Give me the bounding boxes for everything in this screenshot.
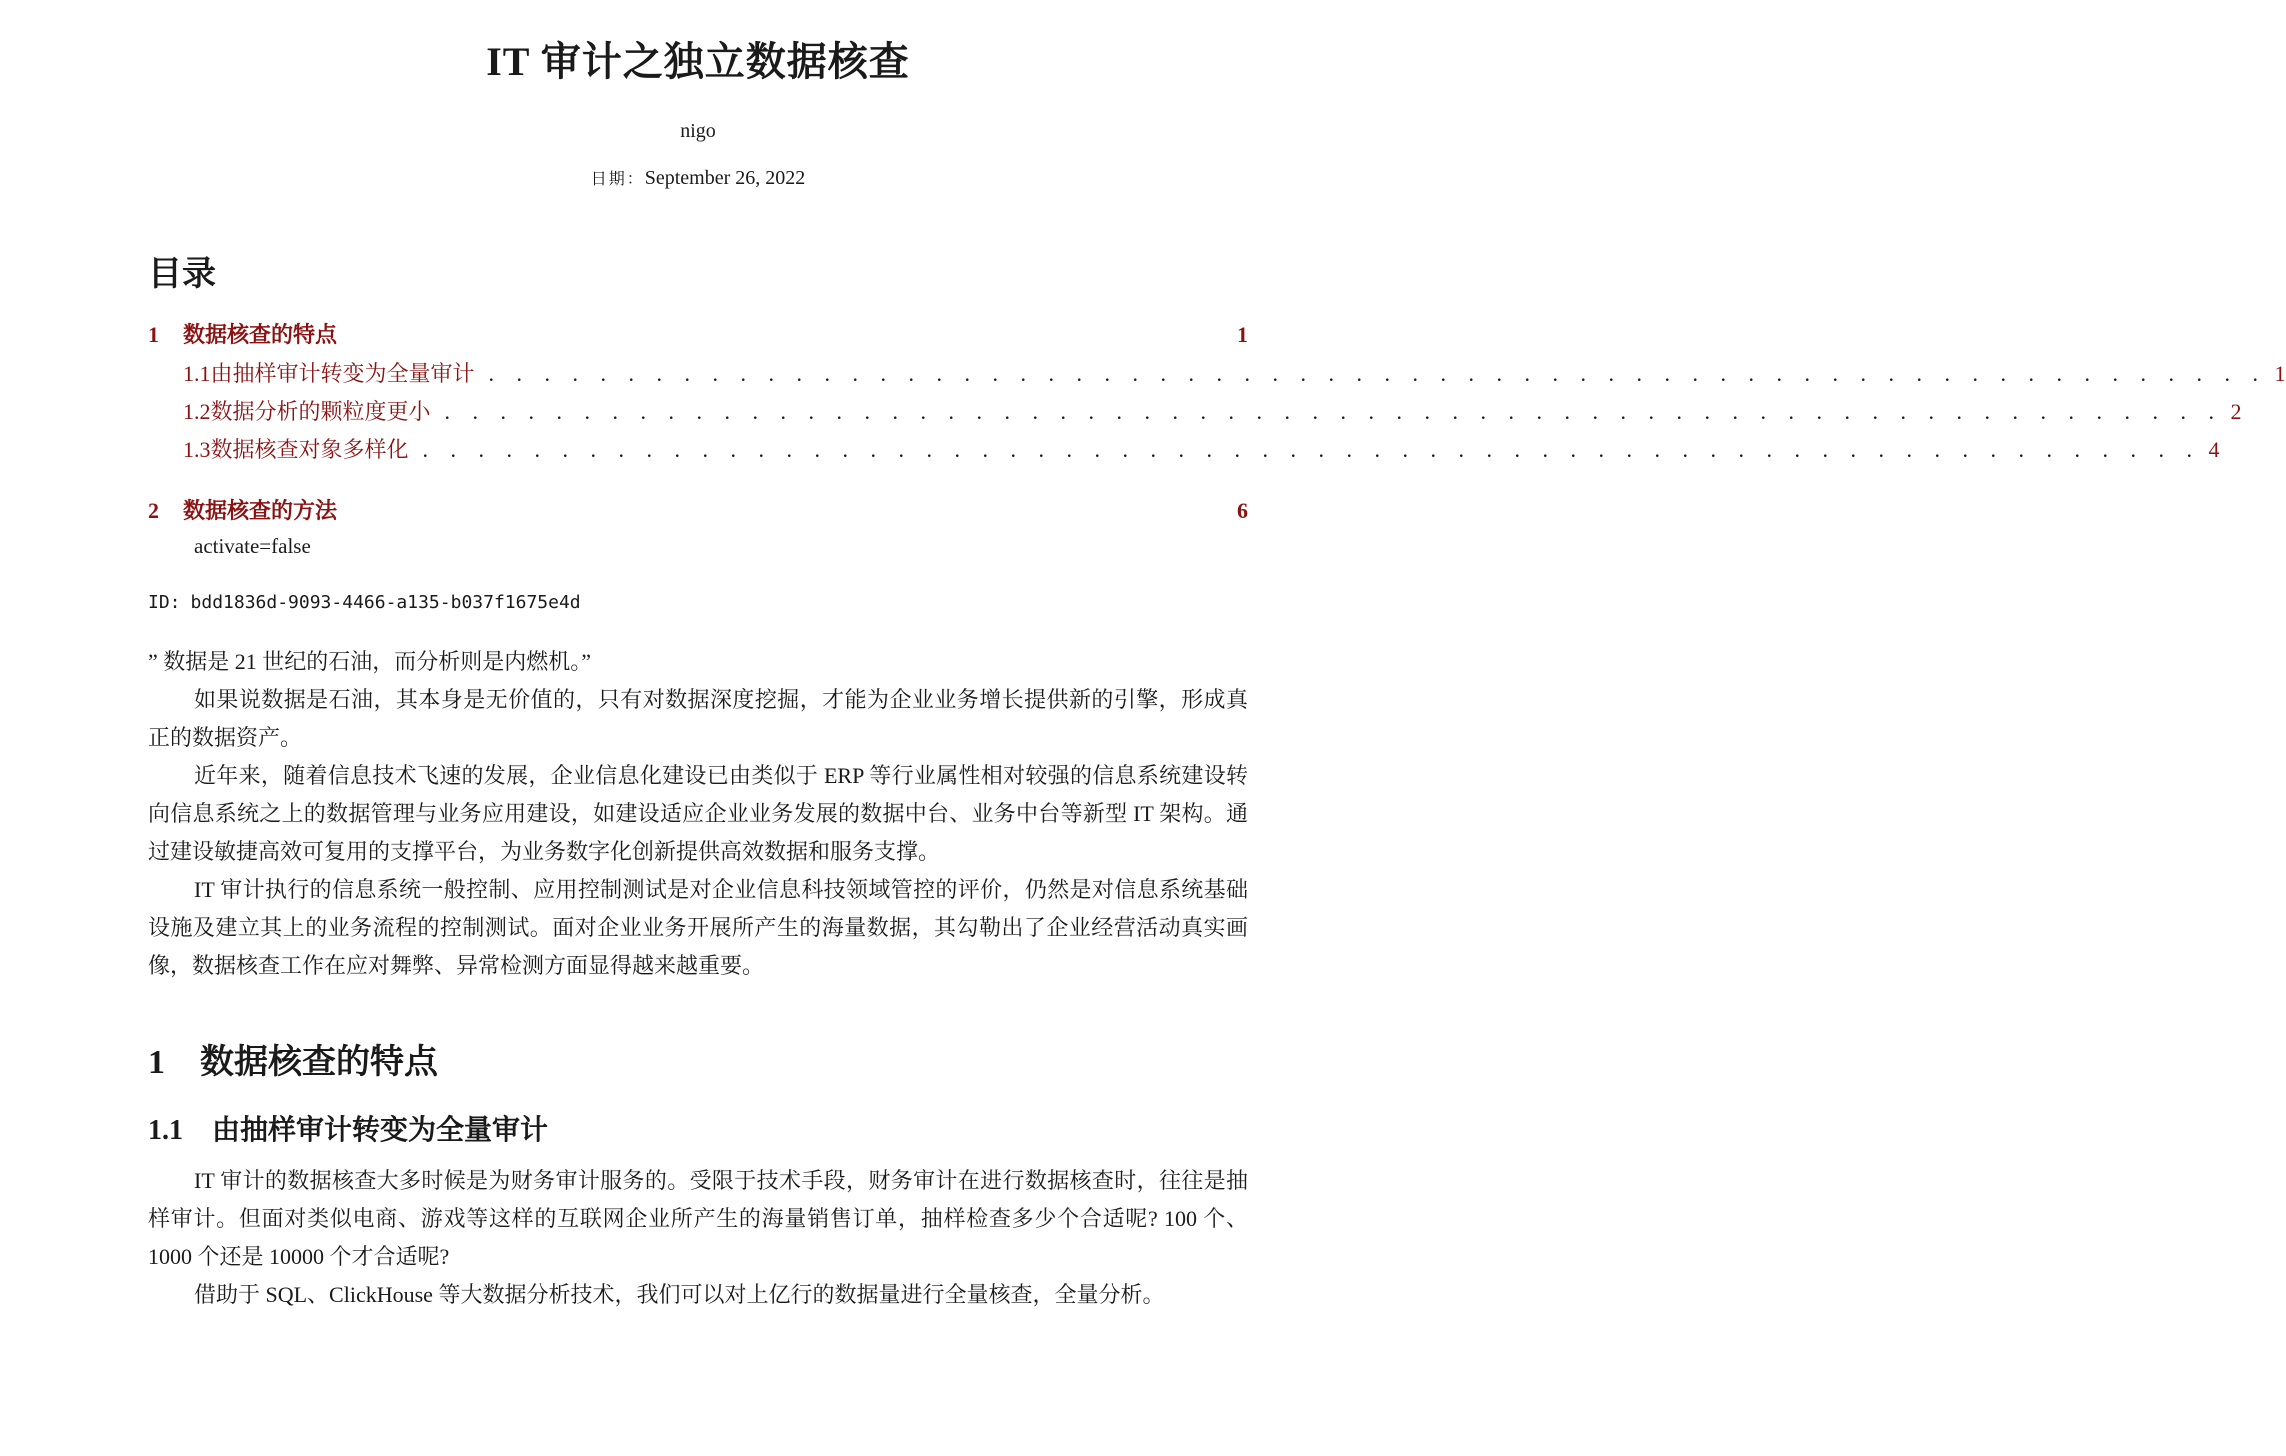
toc-heading: 目录 [148, 256, 216, 293]
toc-entry-1-3[interactable] [183, 433, 2220, 463]
toc-entry-number: 1.2 [183, 399, 211, 424]
toc-entry-label: 数据核查对象多样化 [210, 437, 409, 462]
toc-entry-2[interactable] [148, 494, 1248, 524]
toc-entry-number: 1.1 [183, 361, 211, 386]
document-title: IT 审计之独立数据核查 [486, 39, 910, 84]
document-date [148, 166, 1248, 190]
intro-text [148, 643, 1248, 985]
document-id-value: bdd1836d-9093-4466-a135-b037f1675e4d [190, 592, 581, 613]
body-paragraph: 借助于 SQL、ClickHouse 等大数据分析技术，我们可以对上亿行的数据量进行全量核查，全量分析。 [194, 1282, 1165, 1307]
section-number: 1 [148, 1044, 165, 1081]
subsection-heading [148, 1108, 548, 1148]
toc-entry-page: 6 [1237, 498, 1248, 523]
section-title: 数据核查的特点 [200, 1044, 438, 1081]
activate-flag: activate=false [194, 534, 311, 558]
toc-entry-number: 1.3 [183, 437, 211, 462]
date-value: September 26, 2022 [644, 167, 806, 189]
subsection-title: 由抽样审计转变为全量审计 [212, 1115, 549, 1146]
toc-entry-number: 1 [148, 322, 159, 347]
date-label: 日期： [590, 171, 645, 188]
intro-paragraph: IT 审计执行的信息系统一般控制、应用控制测试是对企业信息科技领域管控的评价，仍然是对信息系统基础设施及建立其上的业务流程的控制测试。面对企业业务开展所产生的海量数据，其勾勒出了企业经营活动真实画像，数据核查工作在应对舞弊、异常检测方面显得越来越重要。 [148, 877, 1248, 978]
intro-quote: ” 数据是 21 世纪的石油，而分析则是内燃机。” [148, 649, 592, 674]
toc-entry-1[interactable] [148, 318, 1248, 348]
document-id-label: ID: [148, 592, 181, 613]
toc-entry-1-1[interactable] [183, 357, 2286, 387]
intro-paragraph: 如果说数据是石油，其本身是无价值的，只有对数据深度挖掘，才能为企业业务增长提供新的引擎，形成真正的数据资产。 [148, 687, 1248, 750]
document-id [148, 592, 581, 613]
subsection-number: 1.1 [148, 1115, 183, 1146]
toc-leader: . . . . . . . . . . . . . . . . . . . . . . . . . . . . . . . . . . . . . . . . . . . . . . . . . . . . . . . . . . . . . . . . [488, 361, 2267, 386]
section-heading [148, 1034, 438, 1083]
document-author: nigo [680, 120, 716, 142]
toc-leader: . . . . . . . . . . . . . . . . . . . . . . . . . . . . . . . . . . . . . . . . . . . . . . . . . . . . . . . . . . . . . . . . [444, 399, 2223, 424]
toc-entry-1-2[interactable] [183, 395, 2242, 425]
toc-entry-label: 由抽样审计转变为全量审计 [210, 361, 475, 386]
section-1-1-text [148, 1162, 1248, 1314]
toc-entry-page: 2 [2230, 399, 2242, 424]
toc-entry-label: 数据核查的方法 [183, 498, 338, 523]
intro-paragraph: 近年来，随着信息技术飞速的发展，企业信息化建设已由类似于 ERP 等行业属性相对较强的信息系统建设转向信息系统之上的数据管理与业务应用建设，如建设适应企业业务发展的数据中台、业务中台等新型 IT 架构。通过建设敏捷高效可复用的支撑平台，为业务数字化创新提供高效数据和服务支撑。 [148, 763, 1248, 864]
toc-leader: . . . . . . . . . . . . . . . . . . . . . . . . . . . . . . . . . . . . . . . . . . . . . . . . . . . . . . . . . . . . . . . . [422, 437, 2201, 462]
toc-entry-number: 2 [148, 498, 159, 523]
toc-entry-label: 数据分析的颗粒度更小 [210, 399, 431, 424]
toc-entry-page: 1 [2274, 361, 2286, 386]
toc-entry-page: 1 [1237, 322, 1248, 347]
toc-entry-label: 数据核查的特点 [183, 322, 338, 347]
toc-entry-page: 4 [2208, 437, 2220, 462]
body-paragraph: IT 审计的数据核查大多时候是为财务审计服务的。受限于技术手段，财务审计在进行数据核查时，往往是抽样审计。但面对类似电商、游戏等这样的互联网企业所产生的海量销售订单，抽样检查多少个合适呢? 100 个、1000 个还是 10000 个才合适呢? [148, 1168, 1248, 1269]
